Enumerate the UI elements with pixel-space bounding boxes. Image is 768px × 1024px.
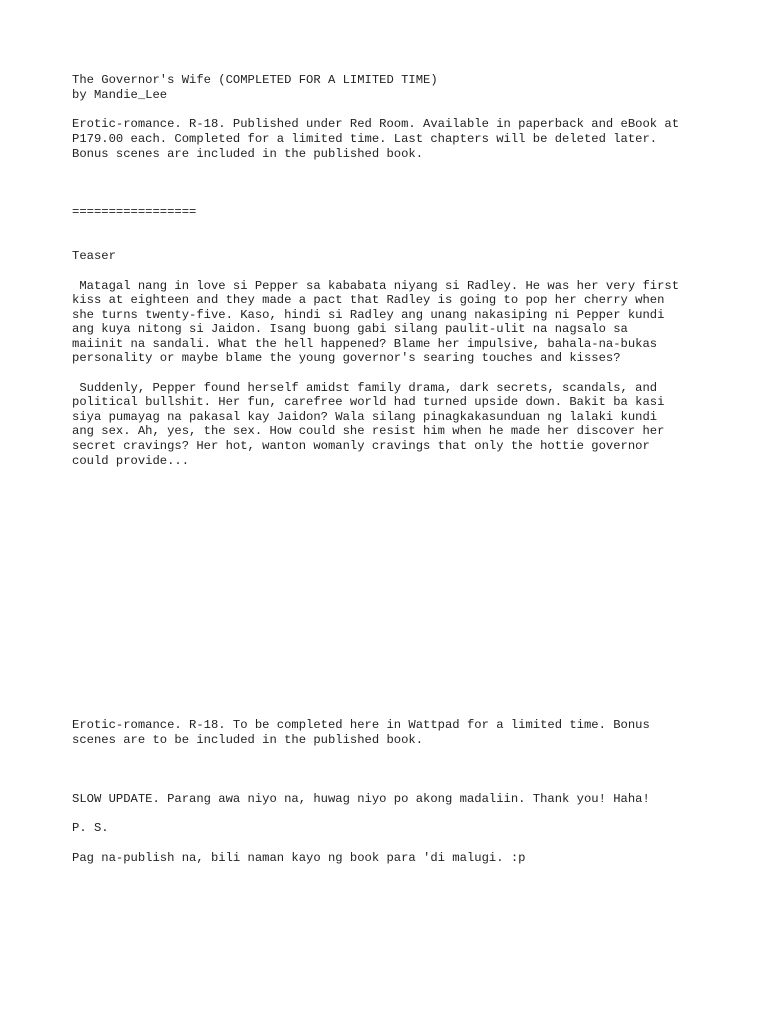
postscript-label: P. S. (72, 821, 109, 835)
separator: ================= (72, 205, 197, 219)
teaser-paragraph-1-line: Matagal nang in love si Pepper sa kababata niyang si Radley. He was her very first (72, 279, 680, 293)
teaser-paragraph-2-line: ang sex. Ah, yes, the sex. How could she resist him when he made her discover her (72, 424, 665, 438)
teaser-paragraph-1-line: personality or maybe blame the young governor's searing touches and kisses? (72, 351, 621, 365)
wattpad-note-line: Erotic-romance. R-18. To be completed here in Wattpad for a limited time. Bonus (72, 718, 650, 732)
document-title: The Governor's Wife (COMPLETED FOR A LIMITED TIME) (72, 73, 438, 87)
intro-line: P179.00 each. Completed for a limited time. Last chapters will be deleted later. (72, 132, 658, 146)
teaser-paragraph-2-line: could provide... (72, 454, 190, 468)
teaser-paragraph-1-line: maiinit na sandali. What the hell happened? Blame her impulsive, bahala-na-bukas (72, 337, 658, 351)
teaser-heading: Teaser (72, 249, 116, 263)
intro-line: Bonus scenes are included in the published book. (72, 147, 424, 161)
teaser-paragraph-1-line: ang kuya nitong si Jaidon. Isang buong gabi silang paulit-ulit na nagsalo sa (72, 322, 628, 336)
author-byline: by Mandie_Lee (72, 88, 168, 102)
closing-remark: Pag na-publish na, bili naman kayo ng book para 'di malugi. :p (72, 851, 526, 865)
wattpad-note-line: scenes are to be included in the published book. (72, 733, 424, 747)
slow-update-notice: SLOW UPDATE. Parang awa niyo na, huwag niyo po akong madaliin. Thank you! Haha! (72, 792, 650, 806)
intro-line: Erotic-romance. R-18. Published under Red Room. Available in paperback and eBook at (72, 117, 680, 131)
teaser-paragraph-2-line: political bullshit. Her fun, carefree world had turned upside down. Bakit ba kasi (72, 395, 665, 409)
teaser-paragraph-2-line: secret cravings? Her hot, wanton womanly cravings that only the hottie governor (72, 439, 650, 453)
teaser-paragraph-1-line: she turns twenty-five. Kaso, hindi si Radley ang unang nakasiping ni Pepper kundi (72, 308, 665, 322)
teaser-paragraph-2-line: siya pumayag na pakasal kay Jaidon? Wala silang pinagkakasunduan ng lalaki kundi (72, 410, 658, 424)
teaser-paragraph-2-line: Suddenly, Pepper found herself amidst family drama, dark secrets, scandals, and (72, 381, 658, 395)
teaser-paragraph-1-line: kiss at eighteen and they made a pact that Radley is going to pop her cherry when (72, 293, 665, 307)
